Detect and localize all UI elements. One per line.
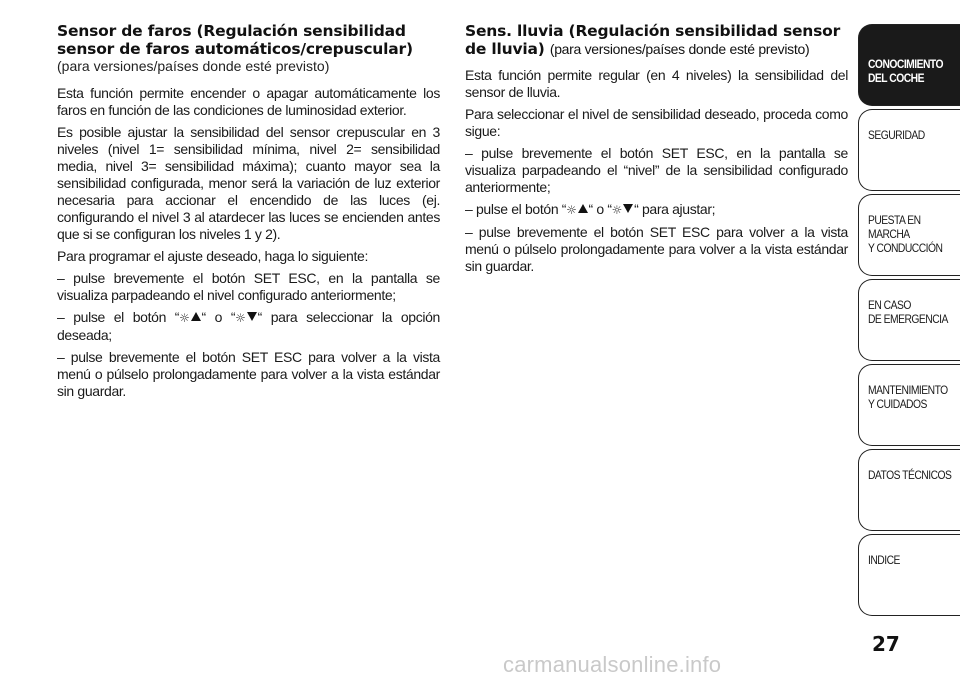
arrow-down-icon: [623, 204, 633, 213]
left-column: [57, 22, 440, 405]
paragraph: Para seleccionar el nivel de sensibilidad deseado, proceda como sigue:: [465, 106, 848, 139]
tab-label: PUESTA EN MARCHA Y CONDUCCIÓN: [868, 213, 943, 255]
tab-label: DATOS TÉCNICOS: [868, 468, 952, 482]
paragraph: Es posible ajustar la sensibilidad del sensor crepuscular en 3 niveles (nivel 1= sensibilidad mínima, nivel 2= sensibilidad media, nivel 3= sensibilidad máxima); cuanto mayor sea la sensibilidad configurada, menor será la variación de luz exterior necesaria para accionar el encendido de las luces (ej. configurando el nivel 3 al atardecer las luces se encienden antes que si se configuran los niveles 1 y 2).: [57, 124, 440, 242]
step-paragraph: – pulse brevemente el botón SET ESC para volver a la vista menú o púlselo prolongadamente para volver a la vista estándar sin guardar.: [465, 224, 848, 274]
title-line: de lluvia): [465, 40, 545, 58]
tab-datos-tecnicos[interactable]: [858, 449, 960, 531]
step-paragraph: – pulse brevemente el botón SET ESC, en la pantalla se visualiza parpadeando el “nivel” de la sensibilidad configurado anteriormente;: [465, 145, 848, 195]
tab-puesta-en-marcha[interactable]: [858, 194, 960, 276]
tab-mantenimiento[interactable]: [858, 364, 960, 446]
arrow-down-icon: [247, 312, 257, 321]
arrow-up-icon: [578, 204, 588, 213]
tab-label: CONOCIMIENTO DEL COCHE: [868, 57, 944, 85]
section-title-headlight-sensor: Sensor de faros (Regulación sensibilidad sensor de faros automáticos/crepuscular): [57, 22, 413, 58]
chapter-tabs: [858, 24, 960, 619]
brightness-down-icon: ☼: [611, 203, 623, 217]
right-column: [465, 22, 848, 280]
availability-note: (para versiones/países donde esté previsto): [57, 58, 330, 74]
brightness-up-icon: ☼: [566, 203, 577, 217]
tab-label: MANTENIMIENTO Y CUIDADOS: [868, 383, 948, 411]
tab-seguridad[interactable]: [858, 109, 960, 191]
arrow-up-icon: [191, 312, 201, 321]
tab-en-caso-de-emergencia[interactable]: [858, 279, 960, 361]
page-number: 27: [872, 632, 900, 656]
step-text: – pulse el botón “: [57, 309, 180, 325]
paragraph: Esta función permite encender o apagar automáticamente los faros en función de las condiciones de luminosidad exterior.: [57, 85, 440, 118]
step-text: “ para ajustar;: [634, 201, 716, 217]
tab-label: EN CASO DE EMERGENCIA: [868, 298, 948, 326]
brightness-up-icon: ☼: [179, 311, 190, 325]
step-paragraph: – pulse brevemente el botón SET ESC para volver a la vista menú o púlselo prolongadamente para volver a la vista estándar sin guardar.: [57, 349, 440, 399]
section-title-rain-sensor: [465, 22, 848, 58]
tab-conocimiento-del-coche[interactable]: [858, 24, 960, 106]
tab-label: SEGURIDAD: [868, 128, 925, 142]
paragraph: Esta función permite regular (en 4 niveles) la sensibilidad del sensor de lluvia.: [465, 67, 848, 100]
step-text: “ o “: [588, 201, 612, 217]
step-paragraph: [465, 201, 848, 219]
step-text: “ para seleccionar la opción deseada;: [57, 309, 440, 343]
tab-label: INDICE: [868, 553, 900, 567]
paragraph: Para programar el ajuste deseado, haga lo siguiente:: [57, 248, 369, 264]
title-line: Sens. lluvia (Regulación sensibilidad sensor: [465, 22, 841, 40]
step-text: “ o “: [201, 309, 236, 325]
brightness-down-icon: ☼: [235, 311, 246, 325]
availability-note: (para versiones/países donde esté previsto): [549, 41, 810, 57]
step-paragraph: [57, 309, 440, 344]
watermark: carmanualsonline.info: [503, 652, 722, 677]
step-text: – pulse el botón “: [465, 201, 567, 217]
tab-indice[interactable]: [858, 534, 960, 616]
step-paragraph: – pulse brevemente el botón SET ESC, en la pantalla se visualiza parpadeando el nivel configurado anteriormente;: [57, 270, 440, 303]
